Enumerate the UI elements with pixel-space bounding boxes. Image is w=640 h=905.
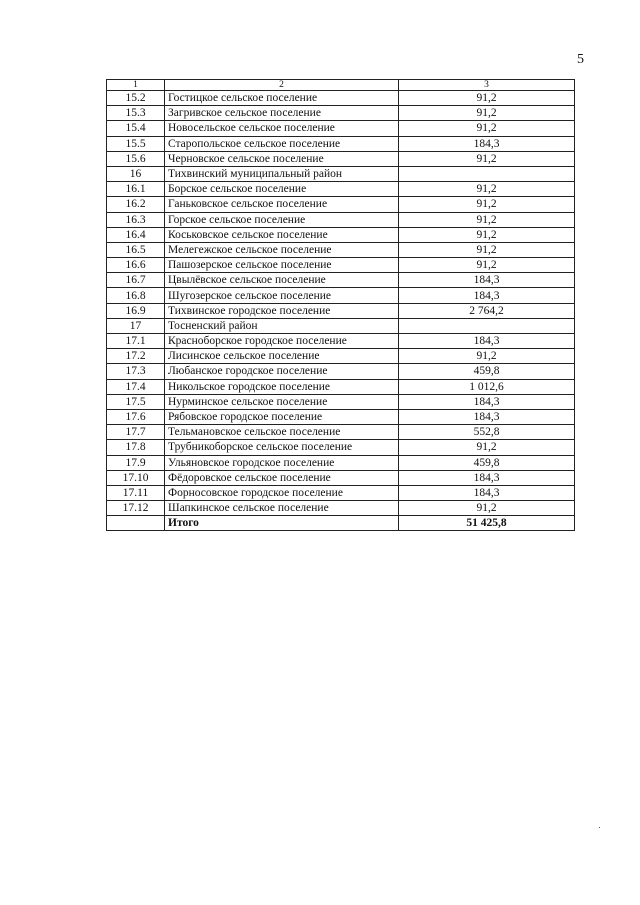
row-number-cell: 15.4 [107, 121, 165, 136]
row-value-cell: 91,2 [399, 106, 575, 121]
row-number-cell: 17.6 [107, 409, 165, 424]
table-row [107, 364, 575, 379]
row-value-cell: 91,2 [399, 151, 575, 166]
row-number-cell: 16.8 [107, 288, 165, 303]
table-row [107, 151, 575, 166]
row-number-cell: 17 [107, 318, 165, 333]
row-value-cell: 91,2 [399, 212, 575, 227]
row-value-cell: 91,2 [399, 182, 575, 197]
row-value-cell: 184,3 [399, 409, 575, 424]
row-name-cell: Фёдоровское сельское поселение [165, 470, 399, 485]
row-value-cell: 552,8 [399, 425, 575, 440]
row-value-cell: 91,2 [399, 501, 575, 516]
row-name-cell: Ульяновское городское поселение [165, 455, 399, 470]
row-number-cell: 17.8 [107, 440, 165, 455]
row-value-cell: 184,3 [399, 273, 575, 288]
row-number-cell: 15.5 [107, 136, 165, 151]
table-body [107, 91, 575, 531]
table-row [107, 258, 575, 273]
row-number-cell: 16.5 [107, 242, 165, 257]
row-number-cell: 17.3 [107, 364, 165, 379]
table-row [107, 394, 575, 409]
row-number-cell: 16.6 [107, 258, 165, 273]
table-row [107, 318, 575, 333]
table-row [107, 470, 575, 485]
row-name-cell: Цвылёвское сельское поселение [165, 273, 399, 288]
table-row [107, 485, 575, 500]
row-number-cell: 17.12 [107, 501, 165, 516]
row-value-cell: 91,2 [399, 242, 575, 257]
page-number: 5 [577, 52, 584, 67]
row-name-cell: Тихвинское городское поселение [165, 303, 399, 318]
row-value-cell: 184,3 [399, 334, 575, 349]
row-number-cell: 17.1 [107, 334, 165, 349]
total-row [107, 516, 575, 531]
row-name-cell: Пашозерское сельское поселение [165, 258, 399, 273]
row-number-cell: 16.4 [107, 227, 165, 242]
table-row [107, 334, 575, 349]
row-name-cell: Старопольское сельское поселение [165, 136, 399, 151]
row-name-cell: Красноборское городское поселение [165, 334, 399, 349]
table-row [107, 91, 575, 106]
scan-mark [599, 827, 600, 828]
row-number-cell: 16.2 [107, 197, 165, 212]
row-number-cell: 15.6 [107, 151, 165, 166]
row-value-cell: 1 012,6 [399, 379, 575, 394]
table-row [107, 349, 575, 364]
row-name-cell: Ганьковское сельское поселение [165, 197, 399, 212]
row-value-cell: 184,3 [399, 136, 575, 151]
row-value-cell: 184,3 [399, 288, 575, 303]
total-label-cell: Итого [165, 516, 399, 531]
row-number-cell: 16.9 [107, 303, 165, 318]
row-name-cell: Мелегежское сельское поселение [165, 242, 399, 257]
table-row [107, 455, 575, 470]
row-number-cell: 16.3 [107, 212, 165, 227]
row-value-cell: 91,2 [399, 91, 575, 106]
column-header-name: 2 [165, 80, 399, 91]
row-number-cell: 16 [107, 166, 165, 181]
row-name-cell: Горское сельское поселение [165, 212, 399, 227]
table-row [107, 288, 575, 303]
row-value-cell [399, 318, 575, 333]
table-row [107, 121, 575, 136]
table-row [107, 303, 575, 318]
row-value-cell: 459,8 [399, 364, 575, 379]
allocation-table [106, 79, 575, 531]
table-row [107, 227, 575, 242]
row-number-cell: 15.2 [107, 91, 165, 106]
row-name-cell: Новосельское сельское поселение [165, 121, 399, 136]
table-row [107, 182, 575, 197]
row-name-cell: Тосненский район [165, 318, 399, 333]
row-name-cell: Шугозерское сельское поселение [165, 288, 399, 303]
table-row [107, 212, 575, 227]
row-number-cell: 17.9 [107, 455, 165, 470]
column-header-value: 3 [399, 80, 575, 91]
table-row [107, 242, 575, 257]
row-name-cell: Форносовское городское поселение [165, 485, 399, 500]
total-number-cell [107, 516, 165, 531]
table-row [107, 501, 575, 516]
row-name-cell: Тихвинский муниципальный район [165, 166, 399, 181]
row-value-cell: 459,8 [399, 455, 575, 470]
table-row [107, 197, 575, 212]
row-value-cell: 91,2 [399, 258, 575, 273]
table-row [107, 273, 575, 288]
row-value-cell: 2 764,2 [399, 303, 575, 318]
row-name-cell: Никольское городское поселение [165, 379, 399, 394]
row-value-cell: 91,2 [399, 349, 575, 364]
row-value-cell: 91,2 [399, 197, 575, 212]
row-name-cell: Борское сельское поселение [165, 182, 399, 197]
table-row [107, 409, 575, 424]
row-name-cell: Любанское городское поселение [165, 364, 399, 379]
row-number-cell: 15.3 [107, 106, 165, 121]
table-row [107, 425, 575, 440]
row-name-cell: Шапкинское сельское поселение [165, 501, 399, 516]
table-row [107, 379, 575, 394]
row-value-cell: 184,3 [399, 485, 575, 500]
row-name-cell: Гостицкое сельское поселение [165, 91, 399, 106]
row-name-cell: Тельмановское сельское поселение [165, 425, 399, 440]
row-number-cell: 17.10 [107, 470, 165, 485]
row-value-cell: 184,3 [399, 470, 575, 485]
row-value-cell: 91,2 [399, 227, 575, 242]
row-name-cell: Рябовское городское поселение [165, 409, 399, 424]
row-number-cell: 17.11 [107, 485, 165, 500]
row-number-cell: 16.1 [107, 182, 165, 197]
row-name-cell: Лисинское сельское поселение [165, 349, 399, 364]
table-row [107, 166, 575, 181]
row-number-cell: 17.7 [107, 425, 165, 440]
row-name-cell: Загривское сельское поселение [165, 106, 399, 121]
row-value-cell: 184,3 [399, 394, 575, 409]
row-name-cell: Черновское сельское поселение [165, 151, 399, 166]
row-name-cell: Трубникоборское сельское поселение [165, 440, 399, 455]
table-row [107, 440, 575, 455]
row-value-cell: 91,2 [399, 121, 575, 136]
row-number-cell: 17.2 [107, 349, 165, 364]
row-value-cell [399, 166, 575, 181]
row-number-cell: 17.4 [107, 379, 165, 394]
table-header-row [107, 80, 575, 91]
table-row [107, 106, 575, 121]
row-value-cell: 91,2 [399, 440, 575, 455]
total-value-cell: 51 425,8 [399, 516, 575, 531]
row-name-cell: Нурминское сельское поселение [165, 394, 399, 409]
table-row [107, 136, 575, 151]
row-name-cell: Коськовское сельское поселение [165, 227, 399, 242]
row-number-cell: 16.7 [107, 273, 165, 288]
column-header-number: 1 [107, 80, 165, 91]
row-number-cell: 17.5 [107, 394, 165, 409]
